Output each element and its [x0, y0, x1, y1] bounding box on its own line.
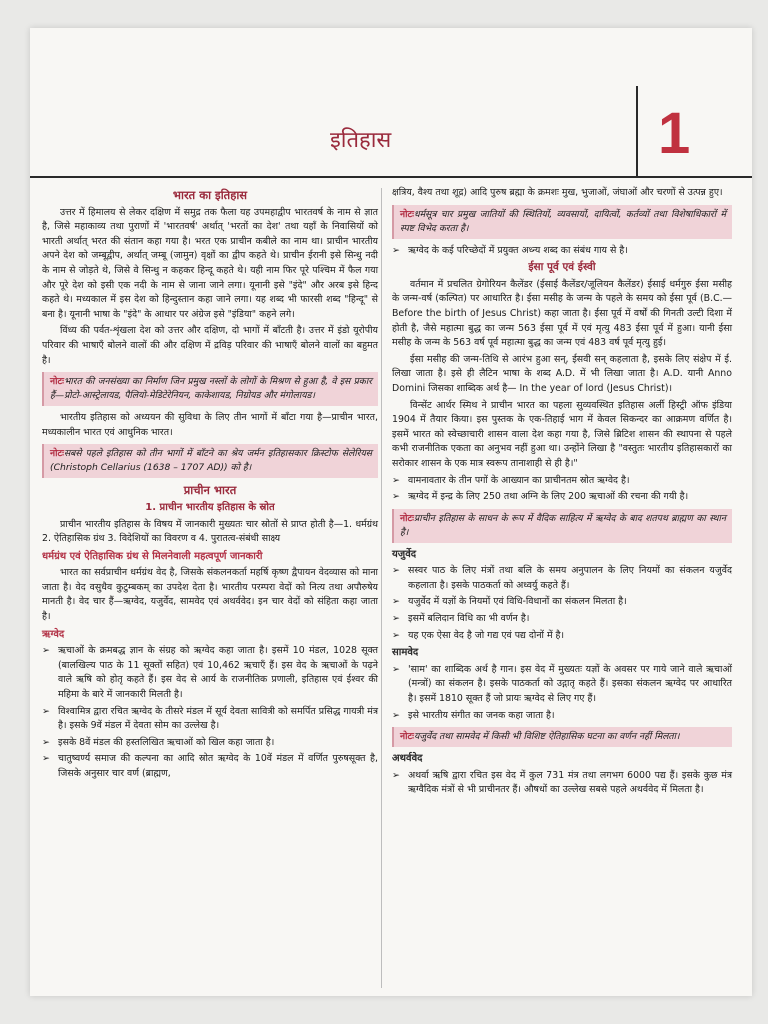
note-box — [392, 205, 732, 239]
note-label: नोटः — [50, 376, 64, 388]
arrow-icon: ➢ — [392, 629, 400, 641]
list-item — [392, 474, 732, 489]
list-item — [42, 736, 378, 751]
list-item — [42, 705, 378, 734]
note-text: भारत की जनसंख्या का निर्माण जिन प्रमुख नस्लों के लोगों के मिश्रण से हुआ है, वे इस प्रकार हैं—प्रोटो-आस्ट्रेलायड, पैलियो-मेडिटेरेनियन, काकेशायड, निग्रोयड और मंगोलायड। — [50, 376, 372, 402]
paragraph: विन्सेंट आर्थर स्मिथ ने प्राचीन भारत का पहला सुव्यवस्थित इतिहास अर्ली हिस्ट्री ऑफ इंडिया 1904 में तैयार किया। इस पुस्तक के एक-तिहाई भाग में केवल सिकन्दर का आक्रमण वर्णित है। इसमें भारत को स्वेच्छाचारी शासन वाला देश कहा गया है, जिसे ब्रिटिश शासन की स्थापना से पहले कभी राजनीतिक एकता का अनुभव नहीं हुआ था। उन्होंने लिखा है "वस्तुतः भारतीय इतिहासकारों का सरोकार शासन के एक मात्र स्वरूप तानाशाही से ही है।" — [392, 399, 732, 469]
list-item — [392, 663, 732, 707]
arrow-icon: ➢ — [392, 491, 400, 503]
subsection-heading: धर्मग्रंथ एवं ऐतिहासिक ग्रंथ से मिलनेवाली महत्वपूर्ण जानकारी — [42, 550, 263, 562]
note-text: यजुर्वेद तथा सामवेद में किसी भी विशिष्ट ऐतिहासिक घटना का वर्णन नहीं मिलता। — [413, 731, 680, 743]
list-item — [392, 709, 732, 724]
arrow-icon: ➢ — [42, 753, 50, 765]
paragraph: ईसा मसीह की जन्म-तिथि से आरंभ हुआ सन्, ईसवी सन् कहलाता है, इसके लिए संक्षेप में ई. लिखा जाता है। इसे ही लैटिन भाषा के शब्द A.D. में भी लिखा जाता है। A.D. यानी Anno Domini जिसका शाब्दिक अर्थ है— In the year of lord (Jesus Christ)। — [392, 353, 732, 394]
subsection-heading: अथर्ववेद — [392, 753, 423, 765]
list-item-text: यजुर्वेद में यज्ञों के नियमों एवं विधि-विधानों का संकलन मिलता है। — [408, 596, 627, 608]
list-item — [392, 612, 732, 627]
note-text: धर्मसूत्र चार प्रमुख जातियों की स्थितियों, व्यवसायों, दायित्वों, कर्तव्यों तथा विशेषाधिकारों में स्पष्ट विभेद करता है। — [400, 208, 726, 234]
list-item-text: इसके 8वें मंडल की हस्तलिखित ऋचाओं को खिल कहा जाता है। — [58, 736, 275, 748]
list-item-text: सस्वर पाठ के लिए मंत्रों तथा बलि के समय अनुपालन के लिए नियमों का संकलन यजुर्वेद कहलाता है। इसके पाठकर्ता को अध्वर्यु कहते हैं। — [408, 565, 732, 591]
column-divider — [381, 188, 382, 988]
arrow-icon: ➢ — [42, 736, 50, 748]
chapter-title: इतिहास — [330, 128, 392, 153]
note-text: प्राचीन इतिहास के साधन के रूप में वैदिक साहित्य में ऋग्वेद के बाद शतपथ ब्राह्मण का स्थान है। — [400, 512, 726, 538]
list-item-text: ऋग्वेद में इन्द्र के लिए 250 तथा अग्नि के लिए 200 ऋचाओं की रचना की गयी है। — [408, 491, 689, 503]
list-item — [42, 644, 378, 702]
list-item — [392, 629, 732, 644]
list-item-text: यह एक ऐसा वेद है जो गद्य एवं पद्य दोनों में है। — [408, 629, 565, 641]
list-item-text: विश्वामित्र द्वारा रचित ऋग्वेद के तीसरे मंडल में सूर्य देवता सावित्री को समर्पित प्रसिद्ध गायत्री मंत्र है। इसके 9वें मंडल में देवता सोम का उल्लेख है। — [58, 705, 378, 732]
subsection-heading: ऋग्वेद — [42, 628, 65, 640]
chapter-header — [30, 28, 752, 180]
section-heading: भारत का इतिहास — [172, 188, 248, 202]
section-heading: ईसा पूर्व एवं ईस्वी — [528, 261, 596, 274]
paragraph: वर्तमान में प्रचलित ग्रेगोरियन कैलेंडर (ईसाई कैलेंडर/जूलियन कैलेंडर) ईसाई धर्मगुरु ईसा मसीह के जन्म-वर्ष (कल्पित) पर आधारित है। ईसा मसीह के जन्म के पहले के समय को ईसा पूर्व (B.C.—Before the birth of Jesus Christ) कहा जाता है। ईसा पूर्व में वर्षों की गिनती उल्टी दिशा में होती है, जैसे महात्मा बुद्ध का जन्म 563 ईसा पूर्व में एवं मृत्यु 483 ईसा पूर्व में हुआ। यानी ईसा मसीह के जन्म के 563 वर्ष पूर्व महात्मा बुद्ध का जन्म एवं 483 वर्ष पूर्व मृत्यु हुई। — [392, 278, 732, 349]
note-box — [392, 509, 732, 543]
book-page — [30, 28, 752, 996]
arrow-icon: ➢ — [42, 705, 50, 717]
list-item-text: वामनावतार के तीन पगों के आख्यान का प्राचीनतम स्रोत ऋग्वेद है। — [408, 474, 630, 486]
list-item-text: चातुष्वर्ण्य समाज की कल्पना का आदि स्रोत ऋग्वेद के 10वें मंडल में वर्णित पुरुषसूक्त है, जिसके अनुसार चार वर्ण (ब्राह्मण, — [58, 753, 378, 779]
note-box — [392, 727, 732, 747]
paragraph: क्षत्रिय, वैश्य तथा शूद्र) आदि पुरुष ब्रह्मा के क्रमशः मुख, भुजाओं, जंघाओं और चरणों से उत्पन्न हुए। — [392, 187, 723, 198]
note-label: नोटः — [400, 512, 414, 524]
paragraph: विंध्य की पर्वत-शृंखला देश को उत्तर और दक्षिण, दो भागों में बाँटती है। उत्तर में इंडो यूरोपीय परिवार की भाषाएँ बोलने वालों की और दक्षिण में द्रविड़ परिवार की भाषाएँ बोलने वालों का बहुमत है। — [42, 325, 378, 366]
arrow-icon: ➢ — [392, 565, 400, 577]
paragraph: प्राचीन भारतीय इतिहास के विषय में जानकारी मुख्यतः चार स्रोतों से प्राप्त होती है—1. धर्मग्रंथ 2. ऐतिहासिक ग्रंथ 3. विदेशियों का विवरण व 4. पुरातत्व-संबंधी साक्ष्य — [42, 518, 378, 545]
header-rule — [30, 176, 752, 178]
header-vertical-rule — [636, 86, 638, 178]
arrow-icon: ➢ — [392, 613, 400, 625]
list-item — [42, 752, 378, 781]
chapter-number: 1 — [658, 101, 691, 166]
list-item-text: 'साम' का शाब्दिक अर्थ है गान। इस वेद में मुख्यतः यज्ञों के अवसर पर गाये जाने वाले ऋचाओं (मन्त्रों) का संकलन है। इसके पाठकर्ता को उद्गातृ कहते हैं। इसका संकलन ऋग्वेद पर आधारित है। इसमें 1810 सूक्त हैं जो प्रायः ऋग्वेद से लिए गए हैं। — [408, 663, 732, 705]
left-column — [42, 186, 378, 784]
list-item-text: इसमें बलिदान विधि का भी वर्णन है। — [408, 613, 530, 625]
note-label: नोटः — [50, 448, 64, 460]
note-box — [42, 444, 378, 478]
note-text: सबसे पहले इतिहास को तीन भागों में बाँटने का श्रेय जर्मन इतिहासकार क्रिस्टोफ सेलेरियस (Christoph Cellarius (1638 – 1707 AD)) को है। — [50, 448, 372, 474]
note-box — [42, 372, 378, 406]
arrow-icon: ➢ — [392, 769, 400, 781]
arrow-icon: ➢ — [392, 474, 400, 486]
arrow-icon: ➢ — [392, 709, 400, 721]
list-item — [392, 595, 732, 610]
paragraph: भारत का सर्वप्राचीन धर्मग्रंथ वेद है, जिसके संकलनकर्ता महर्षि कृष्ण द्वैपायन वेदव्यास को माना जाता है। वेद वसुधैव कुटुम्बकम् का उपदेश देता है। भारतीय परम्परा वेदों को नित्य तथा अपौरुषेय मानती है। वेद चार हैं—ऋग्वेद, यजुर्वेद, सामवेद एवं अथर्ववेद। इन चार वेदों को संहिता कहा जाता है। — [42, 567, 378, 623]
subsection-heading: सामवेद — [392, 647, 419, 659]
paragraph: उत्तर में हिमालय से लेकर दक्षिण में समुद्र तक फैला यह उपमहाद्वीप भारतवर्ष के नाम से ज्ञात है, जिसे महाकाव्य तथा पुराणों में 'भारतवर्ष' अर्थात् 'भरतों का देश' तथा यहाँ के निवासियों को भारती अर्थात् भरत की संतान कहा गया है। भरत एक प्राचीन कबीले का नाम था। प्राचीन भारतीय अपने देश को जम्बूद्वीप, अर्थात् जम्बू (जामुन) वृक्षों का द्वीप कहते थे। प्राचीन ईरानी इसे सिन्धु नदी के नाम से जोड़ते थे, जिसे वे सिन्धु न कहकर हिन्दू कहते थे। यही नाम फिर पूरे पश्चिम में फैल गया और पूरे देश को इसी एक नदी के नाम से जाना जाने लगा। यूनानी इसे "इंदे" और अरब इसे हिन्द कहते थे। मध्यकाल में इस देश को हिन्दुस्तान कहा जाने लगा। यह शब्द भी फारसी शब्द "हिन्दू" से बना है। यूनानी भाषा के "इंदे" के आधार पर अंग्रेज इसे "इंडिया" कहने लगे। — [42, 206, 378, 320]
list-item-text: अथर्वा ऋषि द्वारा रचित इस वेद में कुल 731 मंत्र तथा लगभग 6000 पद्य हैं। इसके कुछ मंत्र ऋग्वैदिक मंत्रों से भी प्राचीनतर हैं। औषधों का उल्लेख सबसे पहले अथर्ववेद में मिलता है। — [408, 769, 732, 796]
list-item — [392, 564, 732, 593]
subsection-heading: यजुर्वेद — [392, 548, 417, 560]
note-label: नोटः — [400, 208, 414, 220]
subsection-heading: 1. प्राचीन भारतीय इतिहास के स्रोत — [145, 501, 275, 513]
note-label: नोटः — [400, 731, 414, 743]
arrow-icon: ➢ — [392, 596, 400, 608]
arrow-icon: ➢ — [392, 663, 400, 675]
list-item — [392, 490, 732, 505]
list-item-text: ऋचाओं के क्रमबद्ध ज्ञान के संग्रह को ऋग्वेद कहा जाता है। इसमें 10 मंडल, 1028 सूक्त (बालखिल्य पाठ के 11 सूक्तों सहित) एवं 10,462 ऋचाएँ हैं। इस वेद के ऋचाओं के पढ़ने वाले ऋषि को होतृ कहते हैं। इस वेद से आर्य के राजनीतिक प्रणाली, इतिहास एवं ईश्वर की महिमा के बारे में जानकारी मिलती है। — [58, 645, 378, 701]
list-item-text: ऋग्वेद के कई परिच्छेदों में प्रयुक्त अध्न्य शब्द का संबंध गाय से है। — [408, 244, 628, 256]
list-item — [392, 769, 732, 798]
section-heading: प्राचीन भारत — [183, 483, 237, 498]
list-item-text: इसे भारतीय संगीत का जनक कहा जाता है। — [408, 709, 555, 721]
paragraph: भारतीय इतिहास को अध्ययन की सुविधा के लिए तीन भागों में बाँटा गया है—प्राचीन भारत, मध्यकालीन भारत एवं आधुनिक भारत। — [42, 412, 378, 438]
list-item — [392, 244, 732, 259]
right-column — [392, 186, 732, 800]
arrow-icon: ➢ — [392, 244, 400, 256]
arrow-icon: ➢ — [42, 645, 50, 657]
